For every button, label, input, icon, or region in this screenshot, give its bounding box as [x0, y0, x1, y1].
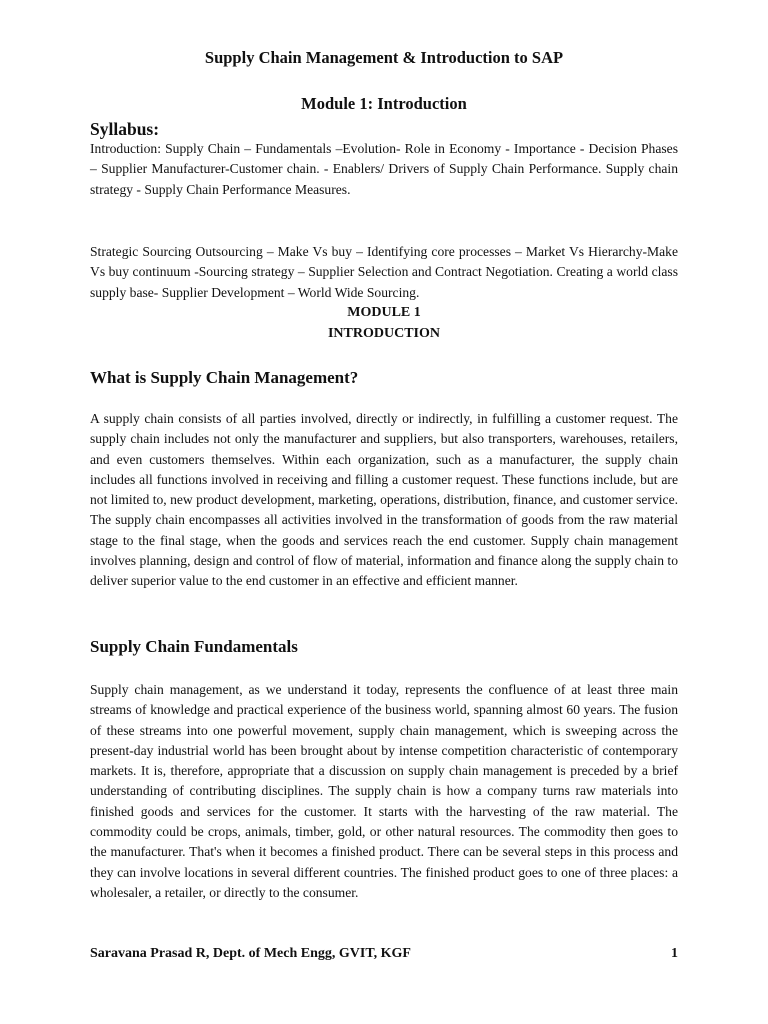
syllabus-paragraph-1: Introduction: Supply Chain – Fundamentals –Evolution- Role in Economy - Importance - Decision Phases – Supplier Manufacturer-Customer chain. - Enablers/ Drivers of Supply Chain Performance. Supply chain strategy - Supply Chain Performance Measures.	[90, 141, 678, 197]
section-body-fundamentals: Supply chain management, as we understand it today, represents the confluence of at least three main streams of knowledge and practical experience of the business world, spanning almost 60 years. The fusion of these streams into one powerful movement, supply chain management, which is sweeping across the present-day industrial world has been brought about by intense competition characteristic of contemporary markets. It is, therefore, appropriate that a discussion on supply chain management is preceded by a brief understanding of contributing disciplines. The supply chain is how a company turns raw materials into finished goods and services for the customer. It starts with the harvesting of the raw material. The commodity could be crops, animals, timber, gold, or other natural resources. The commodity then goes to the manufacturer. That's when it becomes a finished product. There can be several steps in this process and they can involve locations in several different countries. The finished product goes to one of three places: a wholesaler, a retailer, or directly to the consumer.	[90, 682, 678, 900]
document-page	[90, 0, 678, 1024]
section-heading-what-is-scm: What is Supply Chain Management?	[90, 368, 359, 387]
document-title: Supply Chain Management & Introduction to SAP	[204, 48, 564, 67]
footer-page-number: 1	[671, 946, 678, 961]
module-heading-line-1: MODULE 1	[347, 305, 421, 320]
syllabus-paragraph-2: Strategic Sourcing Outsourcing – Make Vs buy – Identifying core processes – Market Vs Hierarchy-Make Vs buy continuum -Sourcing strategy – Supplier Selection and Contract Negotiation. Creating a world class supply base- Supplier Development – World Wide Sourcing.	[90, 244, 678, 300]
section-body-what-is-scm: A supply chain consists of all parties involved, directly or indirectly, in fulfilling a customer request. The supply chain includes not only the manufacturer and suppliers, but also transporters, warehouses, retailers, and even customers themselves. Within each organization, such as a manufacturer, the supply chain includes all functions involved in receiving and filling a customer request. These functions include, but are not limited to, new product development, marketing, operations, distribution, finance, and customer service. The supply chain encompasses all activities involved in the transformation of goods from the raw material stage to the final stage, when the goods and services reach the end customer. Supply chain management involves planning, design and control of flow of material, information and finance along the supply chain to deliver superior value to the end customer in an effective and efficient manner.	[90, 411, 678, 589]
module-title: Module 1: Introduction	[301, 94, 467, 113]
syllabus-heading: Syllabus:	[90, 119, 160, 139]
module-heading-line-2: INTRODUCTION	[327, 326, 440, 341]
section-heading-fundamentals: Supply Chain Fundamentals	[90, 637, 298, 656]
footer-author: Saravana Prasad R, Dept. of Mech Engg, GVIT, KGF	[90, 946, 411, 961]
